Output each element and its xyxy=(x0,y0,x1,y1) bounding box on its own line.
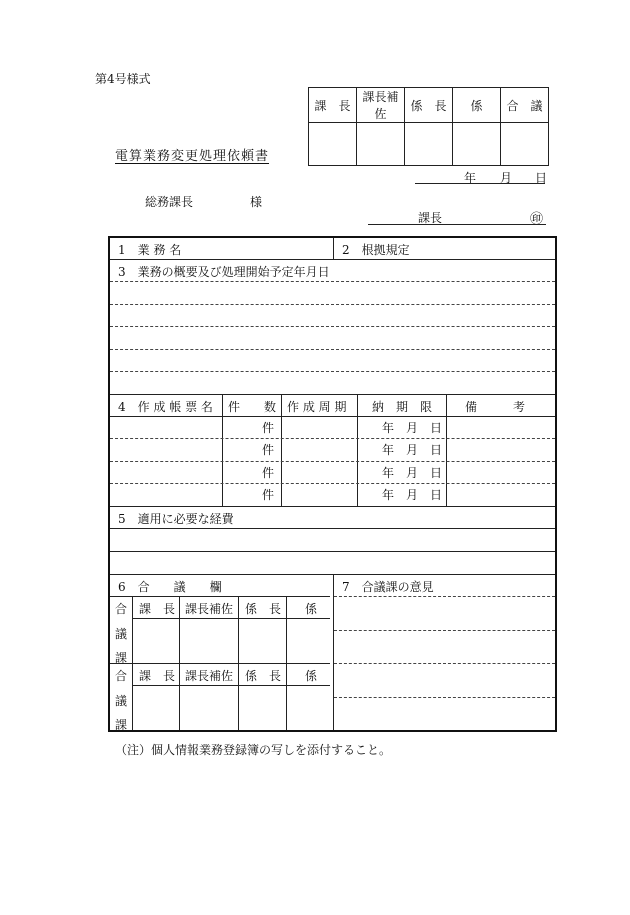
seal-mark: ㊞ xyxy=(530,212,544,227)
divider xyxy=(110,663,330,664)
col-header-staff: 係 xyxy=(305,669,318,683)
field-label-consultation: 6 合 議 欄 xyxy=(118,580,222,594)
divider xyxy=(132,618,330,619)
field-label-overview: 3 業務の概要及び処理開始予定年月日 xyxy=(118,265,330,279)
col-header-count: 件 数 xyxy=(228,400,277,414)
approval-col-subsection-chief: 係 長 xyxy=(405,88,453,123)
approval-col-staff: 係 xyxy=(453,88,501,123)
divider xyxy=(110,416,555,417)
divider xyxy=(333,238,334,259)
deadline-month: 月 xyxy=(406,466,419,480)
divider xyxy=(110,528,555,529)
side-label: 合 xyxy=(115,602,128,616)
col-header-remarks: 備 考 xyxy=(465,400,526,414)
date-day-label: 日 xyxy=(535,171,548,185)
divider xyxy=(179,596,180,730)
deadline-month: 月 xyxy=(406,443,419,457)
side-label: 課 xyxy=(115,718,128,732)
deadline-day: 日 xyxy=(430,421,443,435)
deadline-day: 日 xyxy=(430,443,443,457)
approval-stamp-box[interactable] xyxy=(357,123,405,166)
writing-line[interactable] xyxy=(334,663,555,664)
deadline-year: 年 xyxy=(382,488,395,502)
addressee-label: 総務課長 xyxy=(145,195,194,209)
deadline-day: 日 xyxy=(430,466,443,480)
divider xyxy=(132,685,330,686)
date-underline xyxy=(415,183,545,184)
approval-stamp-box[interactable] xyxy=(405,123,453,166)
deadline-year: 年 xyxy=(382,421,395,435)
divider xyxy=(110,506,555,507)
date-year-label: 年 xyxy=(464,171,477,185)
col-header-deadline: 納 期 限 xyxy=(372,400,433,414)
deadline-year: 年 xyxy=(382,466,395,480)
row-separator xyxy=(110,461,555,462)
col-header-section-chief: 課 長 xyxy=(139,602,176,616)
side-label: 合 xyxy=(115,669,128,683)
divider xyxy=(446,394,447,506)
approval-stamp-box[interactable] xyxy=(309,123,357,166)
col-header-subsection-chief: 係 長 xyxy=(245,669,282,683)
col-header-report-name: 4 作 成 帳 票 名 xyxy=(118,400,213,414)
writing-line[interactable] xyxy=(110,371,555,372)
side-label: 議 xyxy=(115,694,128,708)
divider xyxy=(238,596,239,730)
deadline-year: 年 xyxy=(382,443,395,457)
divider xyxy=(222,394,223,506)
writing-line[interactable] xyxy=(110,326,555,327)
honorific-label: 様 xyxy=(250,195,263,209)
col-header-section-chief: 課 長 xyxy=(139,669,176,683)
approval-stamp-box[interactable] xyxy=(453,123,501,166)
count-unit: 件 xyxy=(262,466,275,480)
form-number: 第4号様式 xyxy=(95,72,151,86)
side-label: 議 xyxy=(115,627,128,641)
date-month-label: 月 xyxy=(500,171,513,185)
row-separator xyxy=(110,438,555,439)
col-header-deputy-chief: 課長補佐 xyxy=(185,669,234,683)
col-header-cycle: 作 成 周 期 xyxy=(287,400,347,414)
writing-line[interactable] xyxy=(334,596,555,597)
field-label-legal-basis: 2 根拠規定 xyxy=(342,243,410,257)
divider xyxy=(110,596,330,597)
divider xyxy=(281,394,282,506)
approval-col-deputy-chief: 課長補佐 xyxy=(357,88,405,123)
approval-col-consultation: 合 議 xyxy=(501,88,549,123)
divider xyxy=(333,574,334,730)
requester-signature-line[interactable] xyxy=(368,224,546,225)
deadline-day: 日 xyxy=(430,488,443,502)
writing-line[interactable] xyxy=(110,281,555,282)
writing-line[interactable] xyxy=(334,630,555,631)
request-form xyxy=(108,236,557,732)
writing-line[interactable] xyxy=(110,304,555,305)
writing-line[interactable] xyxy=(334,697,555,698)
approval-stamp-box[interactable] xyxy=(501,123,549,166)
approval-col-section-chief: 課 長 xyxy=(309,88,357,123)
deadline-month: 月 xyxy=(406,421,419,435)
count-unit: 件 xyxy=(262,488,275,502)
count-unit: 件 xyxy=(262,421,275,435)
writing-line[interactable] xyxy=(110,349,555,350)
requester-title: 課長 xyxy=(418,211,443,225)
divider xyxy=(286,596,287,730)
divider xyxy=(357,394,358,506)
col-header-deputy-chief: 課長補佐 xyxy=(185,602,234,616)
field-label-business-name: 1 業 務 名 xyxy=(118,243,182,257)
col-header-subsection-chief: 係 長 xyxy=(245,602,282,616)
deadline-month: 月 xyxy=(406,488,419,502)
footnote: （注）個人情報業務登録簿の写しを添付すること。 xyxy=(115,743,392,757)
side-label: 課 xyxy=(115,651,128,665)
row-separator xyxy=(110,483,555,484)
count-unit: 件 xyxy=(262,443,275,457)
field-label-expenses: 5 適用に必要な経費 xyxy=(118,512,234,526)
approval-stamp-table xyxy=(308,87,549,166)
field-label-consultation-opinion: 7 合議課の意見 xyxy=(342,580,434,594)
divider xyxy=(110,394,555,395)
document-title: 電算業務変更処理依頼書 xyxy=(115,149,270,164)
col-header-staff: 係 xyxy=(305,602,318,616)
divider xyxy=(110,259,555,260)
divider xyxy=(132,596,133,730)
divider xyxy=(110,551,555,552)
